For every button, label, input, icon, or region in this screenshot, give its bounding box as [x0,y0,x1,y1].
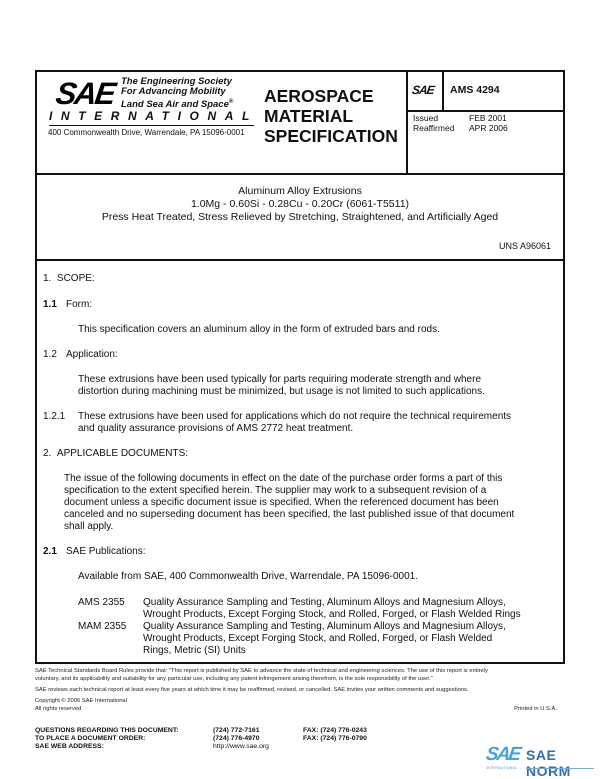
section-1-2-1-number: 1.2.1 [43,411,66,422]
material-title-block [37,175,563,261]
title-line: AEROSPACE [264,86,374,106]
reference-id: MAM 2355 [78,621,127,632]
section-2-text: canceled and no superseding document has been specified, the last published issue of that document [64,509,515,520]
section-number: 2. [43,448,52,459]
section-1-heading [43,273,95,285]
section-number: 1.2 [43,349,57,360]
title-line: SPECIFICATION [264,126,398,146]
reference-title: Wrought Products, Except Forging Stock, and Rolled, Forged, or Flash Welded Rings [143,609,521,620]
footer-notice: voluntary, and its applicability and suitability for any particular use, including any patent infringement arising therefrom, is the sole responsibility of the user." [35,676,433,682]
section-title: APPLICABLE DOCUMENTS: [56,448,189,459]
sae-address: 400 Commonwealth Drive, Warrendale, PA 15096-0001 [48,128,245,137]
spec-title [264,86,398,146]
contact-label: SAE WEB ADDRESS: [35,743,104,750]
reference-title: Quality Assurance Sampling and Testing, Aluminum Alloys and Magnesium Alloys, [143,621,506,632]
section-number: 1. [43,273,52,284]
section-2-text: The issue of the following documents in effect on the date of the purchase order forms a part of this [64,473,503,484]
section-1-1-text: This specification covers an aluminum alloy in the form of extruded bars and rods. [78,324,440,335]
document-frame [35,70,565,664]
copyright: Copyright © 2006 SAE International [35,698,127,704]
tagline-line: Land Sea Air and Space [121,99,229,111]
printed-in: Printed in U.S.A. [514,706,557,712]
section-title: Form: [66,299,93,310]
section-2-text: specification to the extent specified herein. The supplier may work to a subsequent revision of a [64,485,487,496]
sae-mini-logo-cell [408,72,444,110]
issued-label: Issued [413,113,439,123]
section-number: 1.1 [43,299,57,310]
section-number: 2.1 [43,546,57,557]
section-title: SAE Publications: [66,546,146,557]
section-2-heading [43,448,188,460]
reference-title: Rings, Metric (SI) Units [143,645,246,656]
footer-notice: SAE Technical Standards Board Rules provide that: "This report is published by SAE to advance the state of technical and engineering sciences. The use of this report is entirely [35,668,488,674]
reference-id: AMS 2355 [78,597,125,608]
tagline-line: For Advancing Mobility [121,86,226,97]
reaffirmed-row [413,123,508,133]
rights-reserved: All rights reserved [35,706,82,712]
contact-label: TO PLACE A DOCUMENT ORDER: [35,735,146,742]
reaffirmed-date: APR 2006 [469,123,508,133]
sae-norm-watermark [484,744,596,779]
section-2-1-heading [43,546,146,558]
contact-phone: (724) 776-4970 [213,735,260,742]
watermark-subtitle: INTERNATIONAL [486,766,518,770]
uns-number: UNS A96061 [498,241,551,251]
sae-tagline [121,77,233,110]
sae-logo-mark: SAE [53,76,117,111]
title-line: MATERIAL [264,106,354,126]
reference-title: Wrought Products, Except Forging Stock, and Rolled, Forged, or Flash Welded [143,633,493,644]
material-composition: 1.0Mg - 0.60Si - 0.28Cu - 0.20Cr (6061-T5511) [190,198,410,210]
footer-notice: SAE reviews each technical report at least every five years at which time it may be reaffirmed, revised, or cancelled. SAE invites your written comments and suggestions. [35,687,469,693]
section-2-text: document unless a specific document issue is specified. When the referenced document has been [64,497,499,508]
section-2-text: shall apply. [64,521,114,532]
registered-mark: ® [228,99,234,105]
contact-fax: FAX: (724) 776-0790 [303,735,367,742]
reaffirmed-label: Reaffirmed [413,123,455,133]
sae-international-wordmark: INTERNATIONAL [49,109,258,123]
contact-fax: FAX: (724) 776-0243 [303,727,367,734]
section-1-2-text: These extrusions have been used typically for parts requiring moderate strength and where [78,374,482,385]
material-process: Press Heat Treated, Stress Relieved by Stretching, Straightened, and Artificially Aged [101,211,499,223]
section-1-2-text: distortion during machining must be minimized, but usage is not limited to such applications. [78,386,485,397]
section-2-1-text: Available from SAE, 400 Commonwealth Drive, Warrendale, PA 15096-0001. [78,571,418,582]
doc-number: AMS 4294 [450,84,500,96]
header-row [37,72,563,175]
sae-watermark-logo: SAE [484,744,521,765]
section-1-1-heading [43,299,92,311]
section-1-2-1-text: These extrusions have been used for applications which do not require the technical requirements [78,411,512,422]
contact-label: QUESTIONS REGARDING THIS DOCUMENT: [35,727,179,734]
sae-logo-block [37,72,256,173]
spec-title-block [256,72,406,173]
issued-date: FEB 2001 [469,113,507,123]
doc-id-column [406,72,565,173]
section-1-2-1-text: and quality assurance provisions of AMS 2772 heat treatment. [78,423,354,434]
section-1-2-heading [43,349,118,361]
contact-phone: (724) 772-7161 [213,727,260,734]
tagline-line: The Engineering Society [121,76,232,87]
sae-norm-text: SAE NORM [526,747,571,779]
sae-mini-logo: SAE [411,83,435,97]
watermark-rule [526,768,594,769]
logo-divider [49,125,254,126]
web-address-link[interactable]: http://www.sae.org [213,743,269,750]
material-name: Aluminum Alloy Extrusions [238,185,362,197]
issued-row [413,113,508,123]
doc-dates [413,113,508,133]
doc-number-row [408,72,565,112]
reference-title: Quality Assurance Sampling and Testing, Aluminum Alloys and Magnesium Alloys, [143,597,506,608]
section-title: SCOPE: [56,273,95,284]
section-title: Application: [66,349,118,360]
